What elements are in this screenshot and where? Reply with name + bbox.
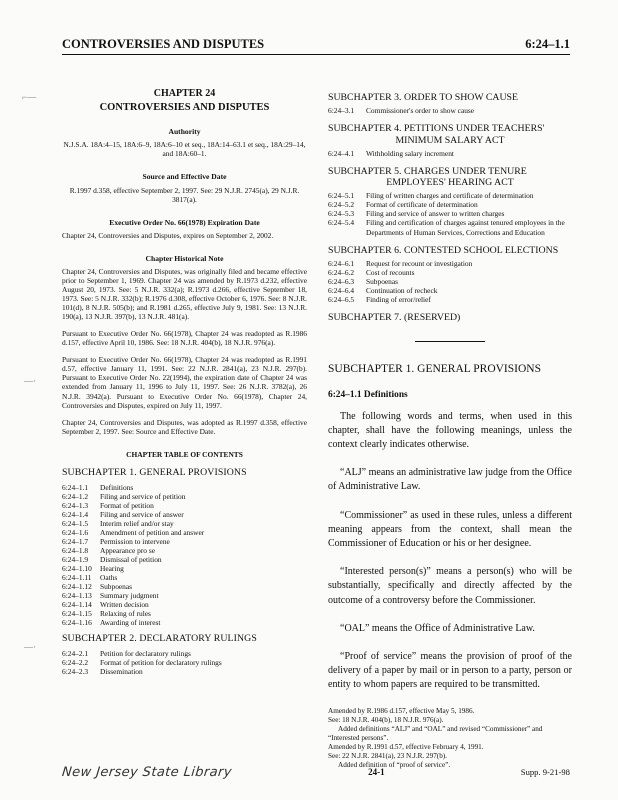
toc-entry	[62, 501, 307, 510]
toc-entry-number: 6:24–1.8	[62, 545, 89, 555]
toc-entry-number: 6:24–1.12	[62, 581, 92, 591]
eo-heading: Executive Order No. 66(1978) Expiration Date	[109, 217, 260, 227]
toc-entry-title: Cost of recounts	[366, 267, 415, 277]
toc-entry-title: Interim relief and/or stay	[100, 518, 174, 528]
definition-para: The following words and terms, when used in this chapter, shall have the following meanings, unless the context clearly indicates otherwise.	[328, 410, 572, 451]
toc-entry	[328, 200, 572, 209]
toc-sub5-title	[328, 166, 572, 189]
right-column	[328, 84, 572, 770]
toc-sub7-title: SUBCHAPTER 7. (RESERVED)	[328, 311, 461, 323]
note-line: See: 18 N.J.R. 404(b), 18 N.J.R. 976(a).	[328, 715, 444, 724]
toc-entry-number: 6:24–1.10	[62, 563, 92, 573]
toc-entry	[328, 295, 572, 304]
toc-entry-number: 6:24–6.5	[328, 294, 355, 304]
toc-entry-number: 6:24–5.1	[328, 191, 355, 201]
toc-entry-title: Awarding of interest	[100, 618, 161, 628]
toc-entry-title: Subpoenas	[100, 581, 133, 591]
toc-entry-title: Appearance pro se	[100, 545, 155, 555]
toc-entry-number: 6:24–1.4	[62, 509, 89, 519]
toc-entry-number: 6:24–6.1	[328, 258, 355, 268]
toc-entry	[62, 609, 307, 618]
note-line: Amended by R.1986 d.157, effective May 5, 1986.	[328, 706, 475, 715]
toc-sub5-line2: EMPLOYEES' HEARING ACT	[386, 177, 514, 189]
toc-entry	[62, 564, 307, 573]
toc-entry-title: Permission to intervene	[100, 536, 170, 546]
chapter-number: CHAPTER 24	[153, 88, 216, 99]
note-line: Amended by R.1991 d.57, effective February 4, 1991.	[328, 742, 484, 751]
toc-sub5-line1: SUBCHAPTER 5. CHARGES UNDER TENURE	[328, 165, 527, 177]
toc-entry	[62, 591, 307, 600]
toc-entry	[328, 259, 572, 268]
toc-entry-number: 6:24–1.14	[62, 600, 92, 610]
toc-entry-title: Filing and service of answer	[100, 509, 184, 519]
definition-para: “ALJ” means an administrative law judge from the Office of Administrative Law.	[328, 467, 572, 493]
toc-entry	[328, 218, 572, 236]
authority-text: N.J.S.A. 18A:4–15, 18A:6–9, 18A:6–10 et seq., 18A:14–63.1 et seq., 18A:29–14, and 18A:60–1.	[63, 140, 306, 159]
toc-entry	[328, 106, 572, 115]
toc-entry	[62, 582, 307, 591]
note-line: Added definitions “ALJ” and “OAL” and revised “Commissioner” and “Interested persons”.	[328, 724, 543, 742]
history-para: Pursuant to Executive Order No. 66(1978), Chapter 24 was readopted as R.1991 d.57, effective January 11, 1991. See: 22 N.J.R. 2841(a), 23 N.J.R. 297(b). Pursuant to Executive Order No. 22(1994), the expiration date of Chapter 24 was extended from January 11, 1996 to July 11, 1997. See: 26 N.J.R. 3782(a), 26 N.J.R. 3942(a). Pursuant to Executive Order No. 66(1978), Chapter 24, Controversies and Disputes, expired on July 11, 1997.	[62, 355, 307, 410]
toc-entry	[62, 667, 307, 676]
toc-entry-title: Filing and service of petition	[100, 491, 186, 501]
toc-entry	[328, 149, 572, 158]
header-title: CONTROVERSIES AND DISPUTES	[62, 37, 265, 51]
toc-entry	[62, 555, 307, 564]
page-footer	[62, 760, 570, 784]
toc-entry-number: 6:24–6.2	[328, 267, 355, 277]
toc-entry-title: Format of petition for declaratory rulings	[100, 658, 222, 668]
toc-sub2-title: SUBCHAPTER 2. DECLARATORY RULINGS	[62, 633, 257, 645]
toc-sub5-list	[328, 191, 572, 236]
toc-entry-title: Format of petition	[100, 500, 154, 510]
toc-entry-number: 6:24–1.5	[62, 518, 89, 528]
definition-para: “Commissioner” as used in these rules, unless a different meaning appears from the context, shall mean the Commissioner of Education or his or her designee.	[328, 509, 572, 550]
toc-entry	[62, 528, 307, 537]
toc-entry-number: 6:24–1.11	[62, 572, 92, 582]
eo-block	[62, 218, 307, 240]
toc-entry-number: 6:24–1.2	[62, 491, 89, 501]
definition-para: “OAL” means the Office of Administrative Law.	[340, 622, 535, 634]
eo-text: Chapter 24, Controversies and Disputes, expires on September 2, 2002.	[62, 230, 274, 240]
toc-entry-title: Amendment of petition and answer	[100, 527, 205, 537]
toc-sub4-title	[328, 123, 572, 146]
toc-entry-number: 6:24–1.7	[62, 536, 89, 546]
toc-entry-title: Format of certificate of determination	[366, 200, 478, 210]
toc-entry	[62, 510, 307, 519]
definition-para: “Interested person(s)” means a person(s) who will be substantially, specifically and directly affected by the outcome of a controversy before the Commissioner.	[328, 566, 572, 606]
toc-entry-title: Subpoenas	[366, 276, 399, 286]
toc-entry-number: 6:24–5.4	[328, 218, 355, 228]
toc-entry	[328, 277, 572, 286]
toc-entry	[328, 209, 572, 218]
toc-sub1-title: SUBCHAPTER 1. GENERAL PROVISIONS	[62, 466, 247, 478]
toc-heading: CHAPTER TABLE OF CONTENTS	[126, 449, 243, 459]
chapter-title: CONTROVERSIES AND DISPUTES	[99, 102, 270, 114]
body-subchapter-title: SUBCHAPTER 1. GENERAL PROVISIONS	[328, 363, 541, 376]
toc-entry-title: Filing and service of answer to written charges	[366, 209, 505, 219]
toc-entry-title: Continuation of recheck	[366, 285, 438, 295]
toc-entry-number: 6:24–2.1	[62, 649, 89, 659]
toc-sub1-list	[62, 483, 307, 628]
toc-entry	[62, 600, 307, 609]
toc-entry-number: 6:24–1.13	[62, 590, 92, 600]
toc-entry-title: Filing and certification of charges against tenured employees in the Departments of Human Services, Corrections and Education	[366, 218, 565, 237]
source-block	[62, 172, 307, 203]
toc-entry-title: Written decision	[100, 600, 149, 610]
toc-entry-title: Summary judgment	[100, 590, 159, 600]
toc-entry-number: 6:24–6.3	[328, 276, 355, 286]
note-line: See: 22 N.J.R. 2841(a), 23 N.J.R. 297(b).	[328, 751, 447, 760]
page-number: 24-1	[368, 767, 385, 777]
toc-entry-number: 6:24–4.1	[328, 148, 355, 158]
left-column	[62, 84, 307, 682]
toc-entry-title: Relaxing of rules	[100, 609, 151, 619]
toc-entry	[328, 268, 572, 277]
toc-sub3-list	[328, 106, 572, 115]
header-section: 6:24–1.1	[525, 37, 570, 51]
toc-entry-number: 6:24–1.9	[62, 554, 89, 564]
toc-entry	[62, 658, 307, 667]
definition-para: “Proof of service” means the provision of proof of the delivery of a paper by mail or in person to a party, person or entity to whom papers are required to be transmitted.	[328, 650, 572, 691]
toc-sub4-line1: SUBCHAPTER 4. PETITIONS UNDER TEACHERS'	[328, 123, 545, 135]
history-para: Pursuant to Executive Order No. 66(1978), Chapter 24 was readopted as R.1986 d.157, effective April 10, 1986. See: 18 N.J.R. 404(b), 18 N.J.R. 976(a).	[62, 329, 307, 348]
toc-entry-number: 6:24–5.2	[328, 200, 355, 210]
history-para: Chapter 24, Controversies and Disputes, was originally filed and became effective prior to September 1, 1969. Chapter 24 was amended by R.1973 d.232, effective August 20, 1973. See: 5 N.J.R. 332(a); R.1973 d.266, effective September 18, 1973. See: 5 N.J.R. 332(b); R.1976 d.308, effective October 6, 1976. See: 8 N.J.R. 101(d), 8 N.J.R. 505(b); and R.1981 d.265, effective July 9, 1981. See: 13 N.J.R. 190(a), 13 N.J.R. 397(b), 13 N.J.R. 481(a).	[62, 267, 307, 322]
toc-entry-number: 6:24–1.1	[62, 482, 89, 492]
toc-entry	[62, 546, 307, 555]
authority-block	[62, 127, 307, 158]
toc-entry-number: 6:24–3.1	[328, 106, 355, 116]
toc-entry-title: Definitions	[100, 482, 134, 492]
toc-sub6-list	[328, 259, 572, 304]
note-line: Added definition of “proof of service”.	[338, 760, 451, 769]
toc-entry-number: 6:24–6.4	[328, 285, 355, 295]
toc-entry-title: Oaths	[100, 572, 118, 582]
history-block	[62, 254, 307, 436]
toc-entry-number: 6:24–2.3	[62, 667, 89, 677]
toc-entry	[62, 649, 307, 658]
toc-sub4-line2: MINIMUM SALARY ACT	[395, 134, 505, 146]
section-heading: 6:24–1.1 Definitions	[328, 390, 408, 401]
toc-entry	[62, 519, 307, 528]
toc-entry-number: 6:24–5.3	[328, 209, 355, 219]
source-text: R.1997 d.358, effective September 2, 1997. See: 29 N.J.R. 2745(a), 29 N.J.R. 3817(a).	[69, 185, 300, 204]
toc-entry	[328, 286, 572, 295]
toc-entry-title: Commissioner's order to show cause	[366, 106, 475, 116]
toc-entry	[62, 618, 307, 627]
toc-entry-number: 6:24–1.3	[62, 500, 89, 510]
toc-entry	[328, 191, 572, 200]
toc-entry-title: Withholding salary increment	[366, 148, 454, 158]
toc-entry-title: Dissemination	[100, 667, 143, 677]
toc-entry-number: 6:24–1.16	[62, 618, 92, 628]
toc-entry-title: Filing of written charges and certificate of determination	[366, 191, 534, 201]
toc-entry-title: Request for recount or investigation	[366, 258, 473, 268]
toc-entry	[62, 492, 307, 501]
toc-entry-title: Finding of error/relief	[366, 294, 431, 304]
toc-sub4-list	[328, 149, 572, 158]
history-heading: Chapter Historical Note	[145, 253, 224, 263]
library-stamp: New Jersey State Library	[61, 764, 233, 780]
margin-mark-icon: ⌐—	[22, 92, 37, 102]
toc-sub2-list	[62, 649, 307, 676]
toc-entry-number: 6:24–1.15	[62, 609, 92, 619]
source-heading: Source and Effective Date	[142, 172, 227, 182]
toc-sub6-title: SUBCHAPTER 6. CONTESTED SCHOOL ELECTIONS	[328, 244, 559, 256]
margin-mark-icon: —·	[24, 376, 36, 386]
section-divider	[415, 341, 485, 342]
history-para: Chapter 24, Controversies and Disputes, was adopted as R.1997 d.358, effective September 2, 1997. See: Source and Effective Date.	[62, 417, 307, 436]
running-header	[62, 34, 570, 55]
supplement-date: Supp. 9-21-98	[520, 767, 570, 777]
toc-entry	[62, 537, 307, 546]
toc-entry	[62, 483, 307, 492]
toc-sub3-title: SUBCHAPTER 3. ORDER TO SHOW CAUSE	[328, 92, 518, 103]
toc-entry-number: 6:24–1.6	[62, 527, 89, 537]
toc-entry-title: Petition for declaratory rulings	[100, 649, 191, 659]
toc-entry-title: Dismissal of petition	[100, 554, 162, 564]
toc-entry-number: 6:24–2.2	[62, 658, 89, 668]
authority-heading: Authority	[168, 126, 201, 136]
toc-entry	[62, 573, 307, 582]
margin-mark-icon: —·	[24, 642, 36, 652]
toc-entry-title: Hearing	[100, 563, 124, 573]
